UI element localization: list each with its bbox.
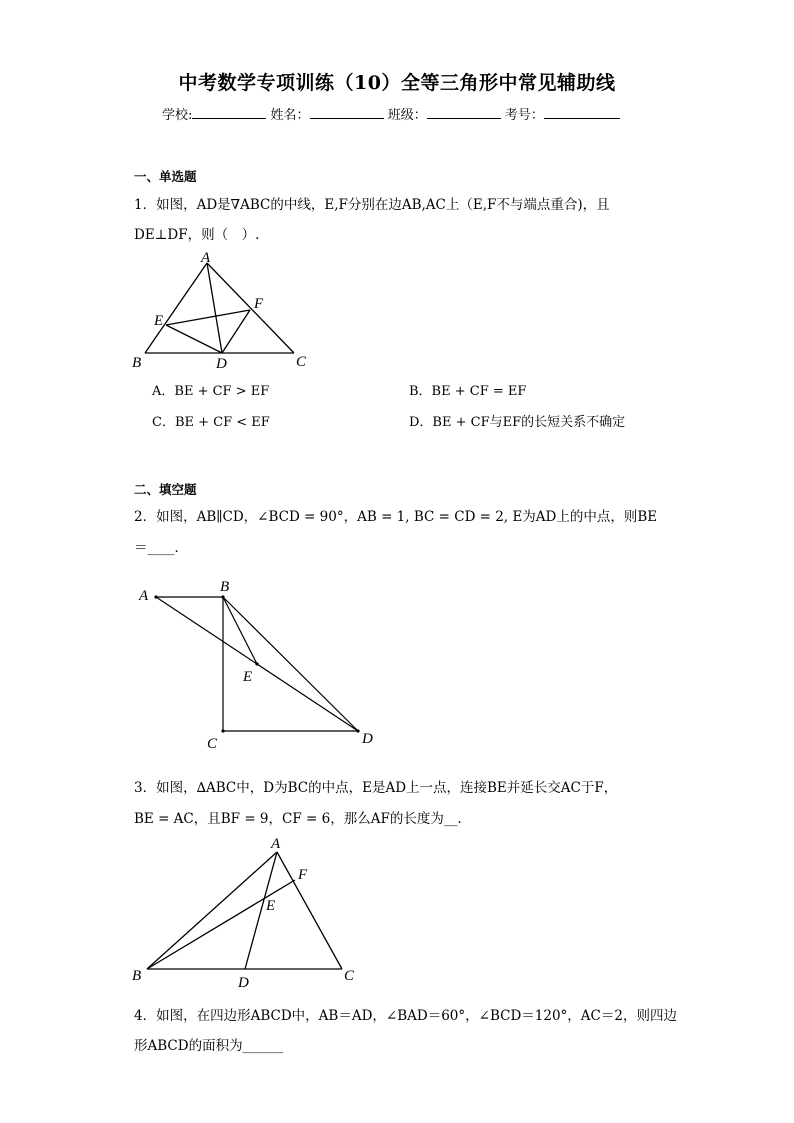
- q1-label-b: B: [132, 355, 142, 371]
- q4-text-line1: 4．如图，在四边形ABCD中，AB＝AD，∠BAD＝60°，∠BCD＝120°，AC＝2，则四边: [134, 1008, 677, 1024]
- q3-label-a: A: [271, 836, 281, 852]
- number-blank[interactable]: [544, 106, 620, 119]
- q2-text-line1: 2．如图，AB∥CD，∠BCD = 90°，AB = 1, BC = CD = 2, E为AD上的中点，则BE: [134, 509, 658, 525]
- section-fill-blank: 二、填空题: [134, 482, 197, 497]
- q2-segment-bd: [223, 597, 358, 731]
- q2-segment-be: [223, 597, 257, 664]
- q1-label-f: F: [254, 296, 264, 312]
- name-label: 姓名：: [270, 108, 310, 123]
- number-label: 考号：: [504, 108, 544, 123]
- q3-label-e: E: [266, 898, 276, 914]
- q1-option-d[interactable]: D．BE + CF与EF的长短关系不确定: [409, 415, 626, 430]
- q1-label-a: A: [201, 250, 211, 266]
- q2-figure: [130, 572, 380, 752]
- class-blank[interactable]: [427, 106, 501, 119]
- q3-side-ac: [277, 852, 342, 969]
- q2-label-e: E: [243, 669, 253, 685]
- q3-figure: [128, 830, 360, 992]
- q1-segment-df: [222, 310, 250, 353]
- q1-option-c[interactable]: C．BE + CF < EF: [152, 415, 270, 430]
- q2-label-a: A: [139, 588, 149, 604]
- q3-label-b: B: [132, 968, 142, 984]
- section-single-choice: 一、单选题: [134, 169, 197, 184]
- q1-text-line2: DE⊥DF，则（ ）.: [134, 227, 260, 243]
- q1-label-c: C: [296, 354, 307, 370]
- student-info-line: [162, 104, 620, 123]
- q3-text-line1: 3．如图，∆ABC中，D为BC的中点，E是AD上一点，连接BE并延长交AC于F，: [134, 780, 618, 796]
- q3-segment-bf: [147, 880, 295, 969]
- q1-side-ab: [145, 263, 207, 353]
- q2-label-d: D: [362, 731, 373, 747]
- q3-label-f: F: [298, 867, 308, 883]
- q3-label-d: D: [238, 975, 249, 991]
- q3-text-line2: BE = AC，且BF = 9，CF = 6，那么AF的长度为__.: [134, 811, 462, 827]
- q1-label-d: D: [216, 356, 227, 372]
- q1-option-b[interactable]: B．BE + CF = EF: [409, 384, 527, 399]
- name-blank[interactable]: [310, 106, 384, 119]
- q1-text-line1: 1．如图，AD是∇ABC的中线，E,F分别在边AB,AC上（E,F不与端点重合)，且: [134, 197, 610, 213]
- page-title: 中考数学专项训练（10）全等三角形中常见辅助线: [178, 72, 616, 94]
- school-blank[interactable]: [192, 106, 266, 119]
- q1-segment-ef: [166, 310, 250, 325]
- q2-text-line2: ＝____．: [134, 540, 188, 556]
- q2-label-c: C: [207, 736, 218, 752]
- q3-label-c: C: [344, 968, 355, 984]
- q2-label-b: B: [220, 579, 230, 595]
- class-label: 班级：: [387, 108, 427, 123]
- q1-figure: [126, 246, 316, 374]
- school-label: 学校:: [162, 108, 193, 123]
- q1-option-a[interactable]: A．BE + CF > EF: [152, 384, 270, 399]
- q1-segment-de: [166, 325, 222, 353]
- q1-label-e: E: [154, 313, 164, 329]
- q3-side-ab: [147, 852, 277, 969]
- q4-text-line2: 形ABCD的面积为______: [134, 1038, 284, 1054]
